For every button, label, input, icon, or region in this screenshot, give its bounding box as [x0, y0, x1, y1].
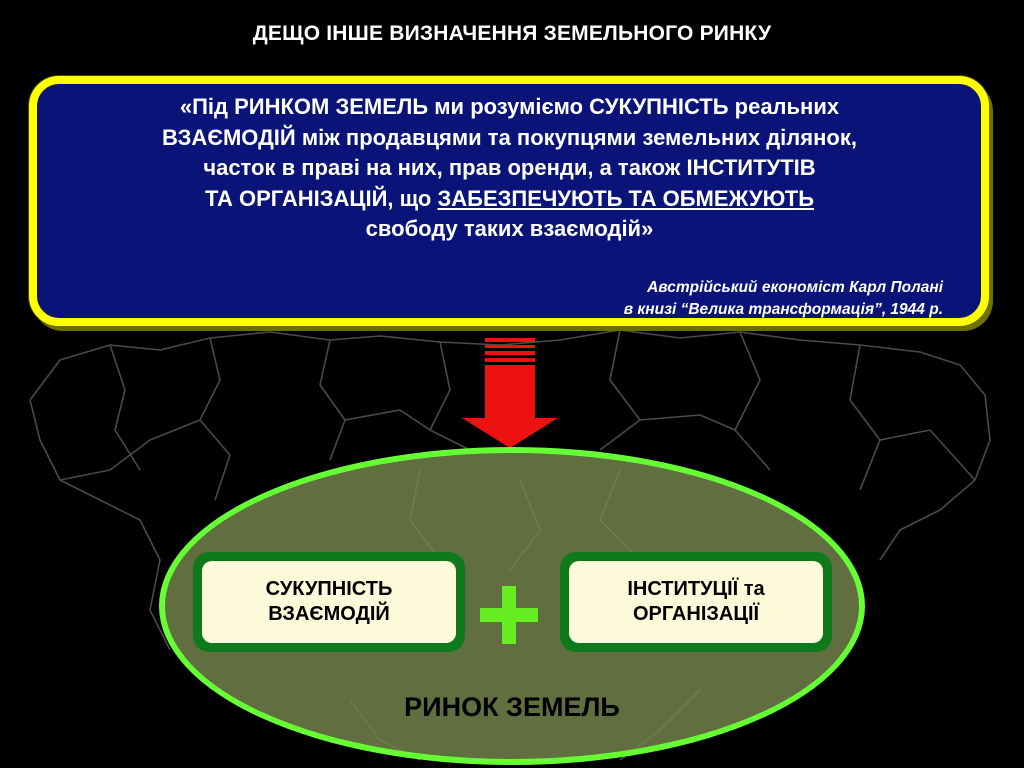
quote-line [57, 184, 962, 215]
down-arrow-icon [460, 338, 560, 450]
land-market-label: РИНОК ЗЕМЕЛЬ [404, 692, 620, 722]
institutions-card-label: ІНСТИТУЦІЇ та ОРГАНІЗАЦІЇ [569, 561, 823, 643]
quote-source: в книзі “Велика трансформація”, 1944 р. [623, 301, 943, 318]
quote-author: Австрійський економіст Карл Полані [647, 279, 943, 296]
quote-line: ВЗАЄМОДІЙ між продавцями та покупцями земельних ділянок, [162, 124, 857, 150]
definition-quote [57, 92, 962, 245]
definition-quote-box [29, 76, 989, 326]
quote-line: «Під РИНКОМ ЗЕМЕЛЬ ми розуміємо СУКУПНІСТЬ реальних [179, 94, 840, 119]
quote-line: свободу таких взаємодій» [365, 216, 654, 241]
institutions-card [560, 552, 832, 652]
interactions-card-label: СУКУПНІСТЬ ВЗАЄМОДІЙ [202, 561, 456, 643]
quote-attribution [624, 277, 943, 321]
quote-line-prefix: ТА ОРГАНІЗАЦІЙ, що [204, 185, 438, 211]
slide-title: ДЕЩО ІНШЕ ВИЗНАЧЕННЯ ЗЕМЕЛЬНОГО РИНКУ [252, 22, 772, 45]
interactions-card [193, 552, 465, 652]
quote-line: часток в праві на них, прав оренди, а також ІНСТИТУТІВ [203, 155, 816, 180]
quote-underlined-phrase: ЗАБЕЗПЕЧУЮТЬ ТА ОБМЕЖУЮТЬ [437, 185, 815, 211]
plus-icon [480, 586, 538, 644]
